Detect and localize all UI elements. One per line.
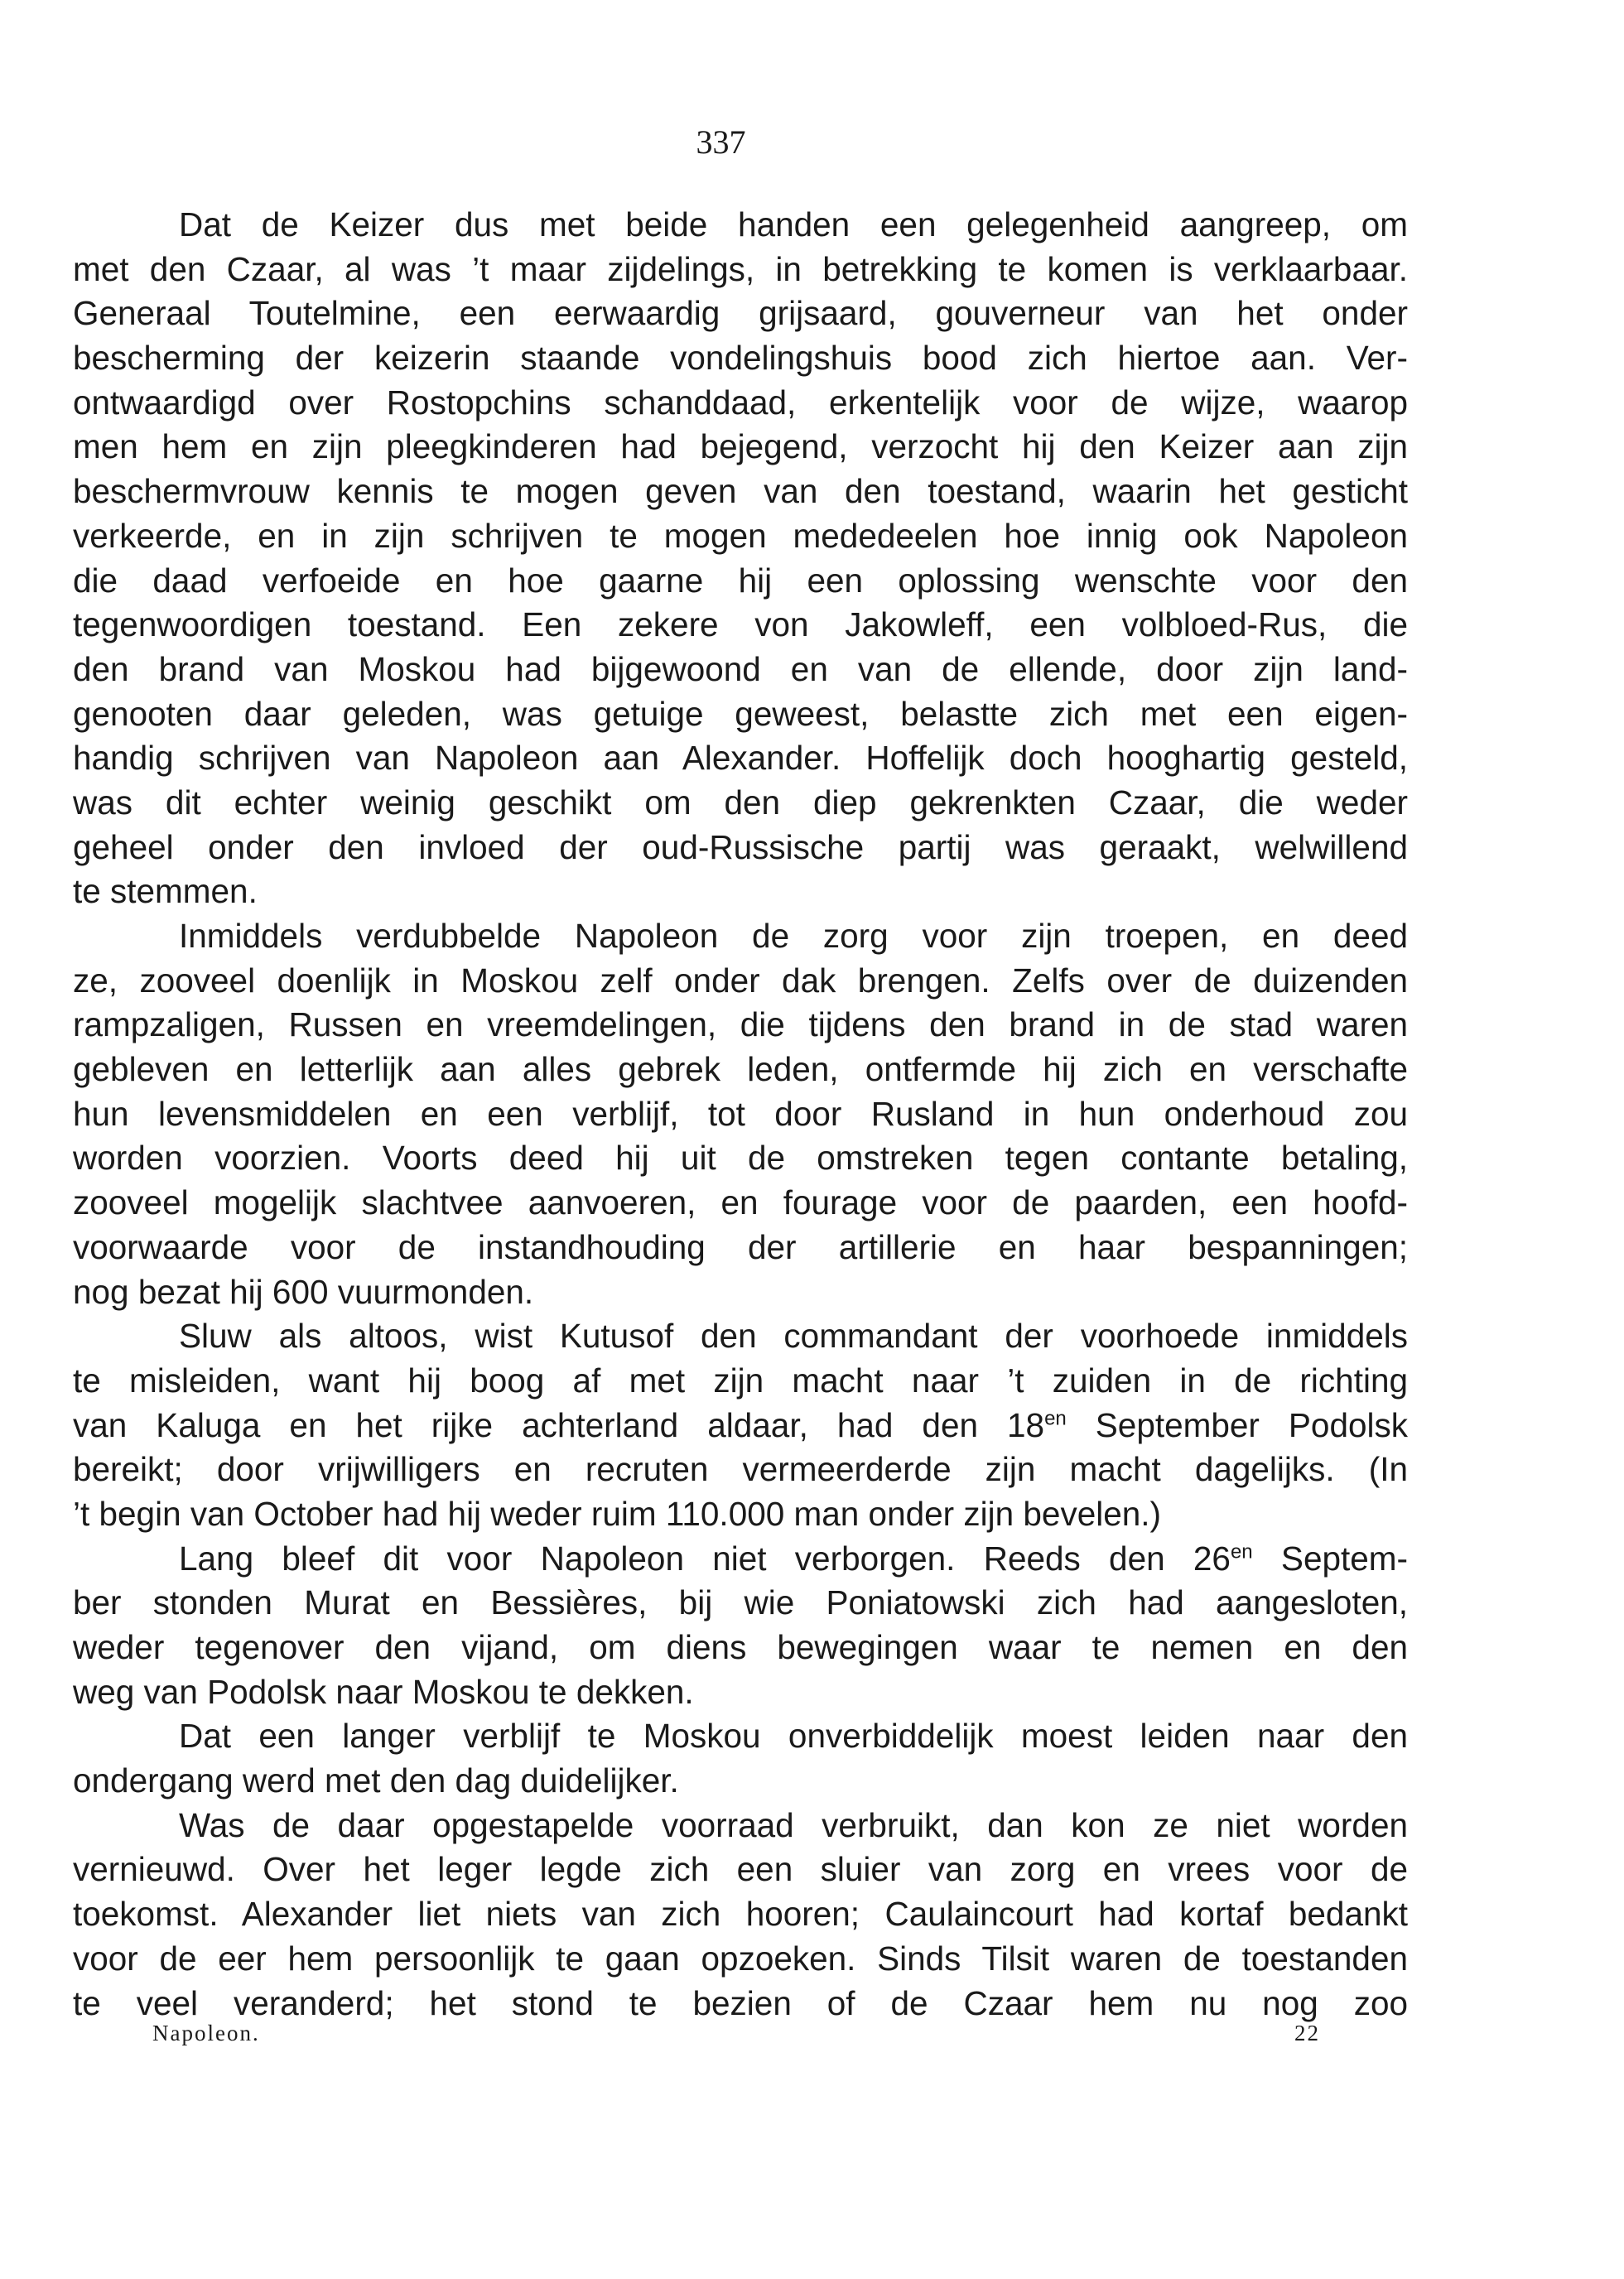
text-line: den brand van Moskou had bijgewoond en van de ellende, door zijn land- — [73, 649, 1408, 688]
text-line: handig schrijven van Napoleon aan Alexander. Hoffelijk doch hooghartig gesteld, — [73, 739, 1408, 778]
text-line: nog bezat hij 600 vuurmonden. — [73, 1272, 534, 1311]
text-line: worden voorzien. Voorts deed hij uit de omstreken tegen contante betaling, — [73, 1139, 1408, 1178]
text-line: genooten daar geleden, was getuige geweest, belastte zich met een eigen- — [73, 694, 1408, 733]
text-run: van Kaluga en het rijke achterland aldaar, had den 18 — [73, 1405, 1045, 1444]
text-line: Was de daar opgestapelde voorraad verbruikt, dan kon ze niet worden — [179, 1805, 1408, 1844]
text-line: te misleiden, want hij boog af met zijn macht naar ’t zuiden in de richting — [73, 1361, 1408, 1400]
text-line: voorwaarde voor de instandhouding der artillerie en haar bespanningen; — [73, 1227, 1408, 1266]
text-line: ze, zooveel doenlijk in Moskou zelf onder dak brengen. Zelfs over de duizenden — [73, 961, 1408, 1000]
text-line: geheel onder den invloed der oud-Russische partij was geraakt, welwillend — [73, 827, 1408, 866]
paragraph — [73, 1314, 1408, 1536]
text-line: ’t begin van October had hij weder ruim 110.000 man onder zijn bevelen.) — [73, 1494, 1162, 1533]
text-line: ber stonden Murat en Bessières, bij wie Poniatowski zich had aangesloten, — [73, 1583, 1408, 1622]
text-line: zooveel mogelijk slachtvee aanvoeren, en fourage voor de paarden, een hoofd- — [73, 1183, 1408, 1222]
text-line: gebleven en letterlijk aan alles gebrek leden, ontfermde hij zich en verschafte — [73, 1050, 1408, 1089]
text-run: Lang bleef dit voor Napoleon niet verborgen. Reeds den 26 — [179, 1539, 1231, 1578]
text-line: voor de eer hem persoonlijk te gaan opzoeken. Sinds Tilsit waren de toestanden — [73, 1939, 1408, 1978]
text-line: weg van Podolsk naar Moskou te dekken. — [73, 1672, 694, 1711]
paragraph — [73, 203, 1408, 914]
text-line: verkeerde, en in zijn schrijven te mogen mededeelen hoe innig ook Napoleon — [73, 516, 1408, 555]
text-line: Generaal Toutelmine, een eerwaardig grijsaard, gouverneur van het onder — [73, 294, 1408, 333]
text-line: Inmiddels verdubbelde Napoleon de zorg voor zijn troepen, en deed — [179, 917, 1408, 955]
text-line: bescherming der keizerin staande vondelingshuis bood zich hiertoe aan. Ver- — [73, 339, 1408, 378]
page-number: 337 — [696, 123, 746, 161]
paragraph — [73, 914, 1408, 1314]
text-line: toekomst. Alexander liet niets van zich hooren; Caulaincourt had kortaf bedankt — [73, 1895, 1408, 1934]
body-text — [73, 203, 1408, 2026]
text-line: Dat een langer verblijf te Moskou onverbiddelijk moest leiden naar den — [179, 1717, 1408, 1756]
text-line — [73, 1537, 1408, 1582]
text-line: weder tegenover den vijand, om diens bewegingen waar te nemen en den — [73, 1628, 1408, 1666]
text-line: was dit echter weinig geschikt om den diep gekrenkten Czaar, die weder — [73, 783, 1408, 822]
text-line: ondergang werd met den dag duidelijker. — [73, 1761, 679, 1800]
text-run: Septem- — [1252, 1539, 1408, 1578]
text-line: te veel veranderd; het stond te bezien of de Czaar hem nu nog zoo — [73, 1983, 1408, 2022]
text-line: rampzaligen, Russen en vreemdelingen, die tijdens den brand in de stad waren — [73, 1005, 1408, 1044]
text-line: Sluw als altoos, wist Kutusof den commandant der voorhoede inmiddels — [179, 1317, 1408, 1356]
footer-sheet-number: 22 — [1294, 2021, 1320, 2045]
text-line: hun levensmiddelen en een verblijf, tot door Rusland in hun onderhoud zou — [73, 1094, 1408, 1133]
text-line: ontwaardigd over Rostopchins schanddaad, erkentelijk voor de wijze, waarop — [73, 383, 1408, 422]
paragraph — [73, 1804, 1408, 2026]
footer-signature: Napoleon. — [152, 2021, 260, 2045]
text-line: vernieuwd. Over het leger legde zich een sluier van zorg en vrees voor de — [73, 1850, 1408, 1889]
text-line: met den Czaar, al was ’t maar zijdelings, in betrekking te komen is verklaarbaar. — [73, 249, 1408, 288]
superscript: en — [1230, 1540, 1253, 1564]
text-line: te stemmen. — [73, 872, 258, 911]
superscript: en — [1044, 1407, 1067, 1430]
text-line: Dat de Keizer dus met beide handen een gelegenheid aangreep, om — [179, 205, 1408, 243]
paragraph — [73, 1714, 1408, 1803]
paragraph — [73, 1537, 1408, 1715]
text-line: beschermvrouw kennis te mogen geven van den toestand, waarin het gesticht — [73, 472, 1408, 511]
text-line: die daad verfoeide en hoe gaarne hij een oplossing wenschte voor den — [73, 561, 1408, 600]
text-line: tegenwoordigen toestand. Een zekere von Jakowleff, een volbloed-Rus, die — [73, 605, 1408, 644]
text-line: men hem en zijn pleegkinderen had bejegend, verzocht hij den Keizer aan zijn — [73, 427, 1408, 466]
text-run: September Podolsk — [1066, 1405, 1408, 1444]
text-line: bereikt; door vrijwilligers en recruten vermeerderde zijn macht dagelijks. (In — [73, 1450, 1408, 1489]
text-line — [73, 1404, 1408, 1448]
